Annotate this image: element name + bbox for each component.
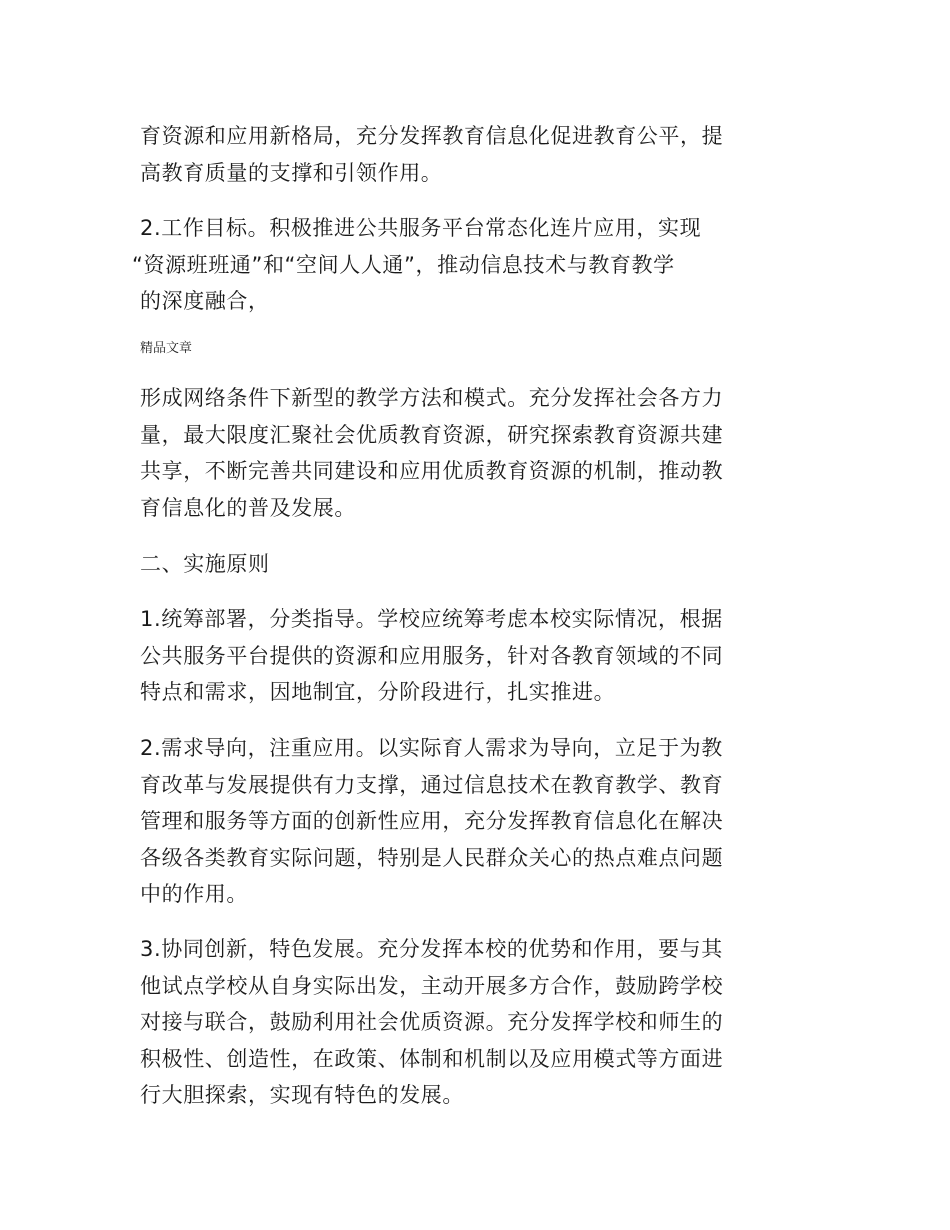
text-line: 公共服务平台提供的资源和应用服务，针对各教育领域的不同 bbox=[140, 643, 724, 668]
paragraph-goal-continued bbox=[140, 380, 810, 526]
text-line: 1.统筹部署，分类指导。学校应统筹考虑本校实际情况，根据 bbox=[140, 607, 723, 631]
text-line: 他试点学校从自身实际出发，主动开展多方合作，鼓励跨学校 bbox=[140, 973, 724, 998]
text-line: 形成网络条件下新型的教学方法和模式。充分发挥社会各方力 bbox=[140, 386, 724, 410]
paragraph-principle-3 bbox=[140, 931, 810, 1114]
text-line: 育资源和应用新格局，充分发挥教育信息化促进教育公平，提 bbox=[140, 124, 724, 148]
text-line: 中的作用。 bbox=[140, 882, 248, 906]
page-tag: 精品文章 bbox=[140, 341, 193, 356]
text-line: 育改革与发展提供有力支撑，通过信息技术在教育教学、教育 bbox=[140, 772, 724, 797]
paragraph-work-goal bbox=[132, 210, 810, 320]
text-line: 高教育质量的支撑和引领作用。 bbox=[140, 160, 443, 185]
text-line: 量，最大限度汇聚社会优质教育资源，研究探索教育资源共建 bbox=[140, 422, 724, 447]
text-line: 二、实施原则 bbox=[140, 552, 270, 576]
text-line: 特点和需求，因地制宜，分阶段进行，扎实推进。 bbox=[140, 680, 616, 704]
text-line: 对接与联合，鼓励利用社会优质资源。充分发挥学校和师生的 bbox=[140, 1010, 724, 1034]
paragraph-principle-1 bbox=[140, 601, 810, 711]
text-line: 积极性、创造性，在政策、体制和机制以及应用模式等方面进 bbox=[140, 1046, 724, 1071]
text-line: 2.工作目标。积极推进公共服务平台常态化连片应用，实现 bbox=[140, 216, 702, 240]
text-line: 管理和服务等方面的创新性应用，充分发挥教育信息化在解决 bbox=[140, 809, 724, 833]
text-line: 3.协同创新，特色发展。充分发挥本校的优势和作用，要与其 bbox=[140, 937, 723, 961]
text-line: 行大胆探索，实现有特色的发展。 bbox=[140, 1083, 464, 1107]
text-line: 2.需求导向，注重应用。以实际育人需求为导向，立足于为教 bbox=[140, 736, 723, 760]
text-line: 的深度融合， bbox=[140, 289, 270, 313]
text-line: 共享，不断完善共同建设和应用优质教育资源的机制，推动教 bbox=[140, 459, 724, 483]
text-line: “资源班班通”和“空间人人通”，推动信息技术与教育教学 bbox=[132, 252, 675, 277]
text-line: 育信息化的普及发展。 bbox=[140, 495, 356, 520]
paragraph-intro-continued bbox=[140, 118, 810, 191]
text-line: 各级各类教育实际问题，特别是人民群众关心的热点难点问题 bbox=[140, 845, 724, 870]
paragraph-principle-2 bbox=[140, 730, 810, 913]
section-heading bbox=[140, 546, 810, 583]
